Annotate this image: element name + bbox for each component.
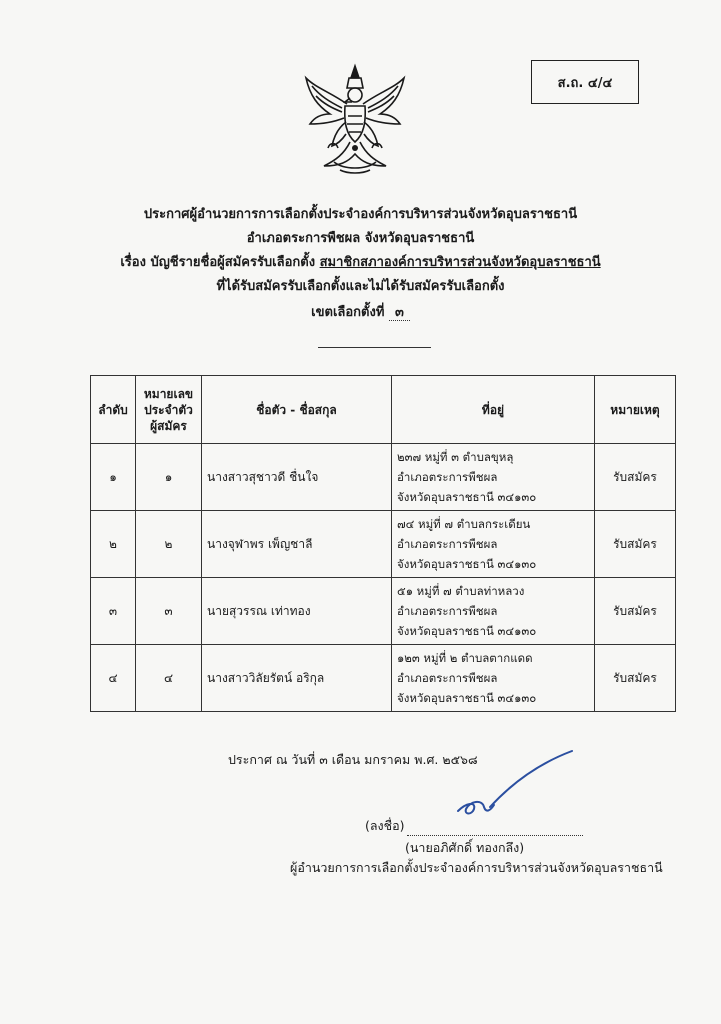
table-row: [91, 578, 676, 645]
header-name: ชื่อตัว - ชื่อสกุล: [202, 376, 392, 444]
cell-name: นางสาวสุชาวดี ชื่นใจ: [202, 444, 392, 511]
cell-remark: รับสมัคร: [595, 645, 676, 712]
cell-number: ๓: [136, 578, 202, 645]
cell-address: ๗๔ หมู่ที่ ๗ ตำบลกระเดียน อำเภอตระการพืชผล จังหวัดอุบลราชธานี ๓๔๑๓๐: [392, 511, 595, 578]
cell-seq: ๓: [91, 578, 136, 645]
cell-seq: ๔: [91, 645, 136, 712]
cell-number: ๑: [136, 444, 202, 511]
garuda-emblem-icon: [300, 62, 410, 182]
divider-line: [318, 347, 431, 348]
header-remark: หมายเหตุ: [595, 376, 676, 444]
table-row: [91, 645, 676, 712]
cell-address: ๒๓๗ หมู่ที่ ๓ ตำบลขุหลุ อำเภอตระการพืชผล จังหวัดอุบลราชธานี ๓๔๑๓๐: [392, 444, 595, 511]
cell-address: ๕๑ หมู่ที่ ๗ ตำบลท่าหลวง อำเภอตระการพืชผล จังหวัดอุบลราชธานี ๓๔๑๓๐: [392, 578, 595, 645]
announcement-scope: ที่ได้รับสมัครรับเลือกตั้งและไม่ได้รับสมัครรับเลือกตั้ง: [216, 279, 505, 294]
signature-icon: [440, 745, 580, 825]
signature-line: [365, 816, 583, 836]
header-seq: ลำดับ: [91, 376, 136, 444]
cell-seq: ๒: [91, 511, 136, 578]
cell-remark: รับสมัคร: [595, 511, 676, 578]
announcement-date: ประกาศ ณ วันที่ ๓ เดือน มกราคม พ.ศ. ๒๕๖๘: [228, 752, 478, 767]
signer-title: ผู้อำนวยการการเลือกตั้งประจำองค์การบริหารส่วนจังหวัดอุบลราชธานี: [290, 860, 663, 875]
cell-name: นายสุวรรณ เท่าทอง: [202, 578, 392, 645]
table-header-row: [91, 376, 676, 444]
subject-underlined: สมาชิกสภาองค์การบริหารส่วนจังหวัดอุบลราชธานี: [319, 255, 601, 270]
header-address: ที่อยู่: [392, 376, 595, 444]
cell-seq: ๑: [91, 444, 136, 511]
district-label: เขตเลือกตั้งที่: [311, 305, 385, 320]
form-code: ส.ถ. ๔/๔: [557, 75, 613, 91]
announcement-title: ประกาศผู้อำนวยการการเลือกตั้งประจำองค์การบริหารส่วนจังหวัดอุบลราชธานี: [143, 207, 578, 222]
cell-number: ๒: [136, 511, 202, 578]
cell-number: ๔: [136, 645, 202, 712]
cell-name: นางจุฬาพร เพ็ญชาลี: [202, 511, 392, 578]
signer-name: (นายอภิศักดิ์ ทองกลึง): [405, 840, 525, 855]
header-candidate-number: หมายเลข ประจำตัว ผู้สมัคร: [136, 376, 202, 444]
candidate-table: [90, 375, 676, 712]
table-row: [91, 511, 676, 578]
announcement-subject: [60, 252, 661, 274]
announcement-district-office: อำเภอตระการพืชผล จังหวัดอุบลราชธานี: [246, 231, 475, 246]
cell-remark: รับสมัคร: [595, 444, 676, 511]
sign-label: (ลงชื่อ): [365, 818, 405, 833]
district-number: ๓: [389, 305, 410, 321]
form-code-box: [531, 60, 639, 104]
cell-address: ๑๒๓ หมู่ที่ ๒ ตำบลตากแดด อำเภอตระการพืชผล จังหวัดอุบลราชธานี ๓๔๑๓๐: [392, 645, 595, 712]
subject-prefix: เรื่อง บัญชีรายชื่อผู้สมัครรับเลือกตั้ง: [120, 255, 316, 270]
cell-name: นางสาววิลัยรัตน์ อริกุล: [202, 645, 392, 712]
election-district: [60, 302, 661, 324]
signature-dotted-line: [407, 823, 583, 836]
cell-remark: รับสมัคร: [595, 578, 676, 645]
table-row: [91, 444, 676, 511]
